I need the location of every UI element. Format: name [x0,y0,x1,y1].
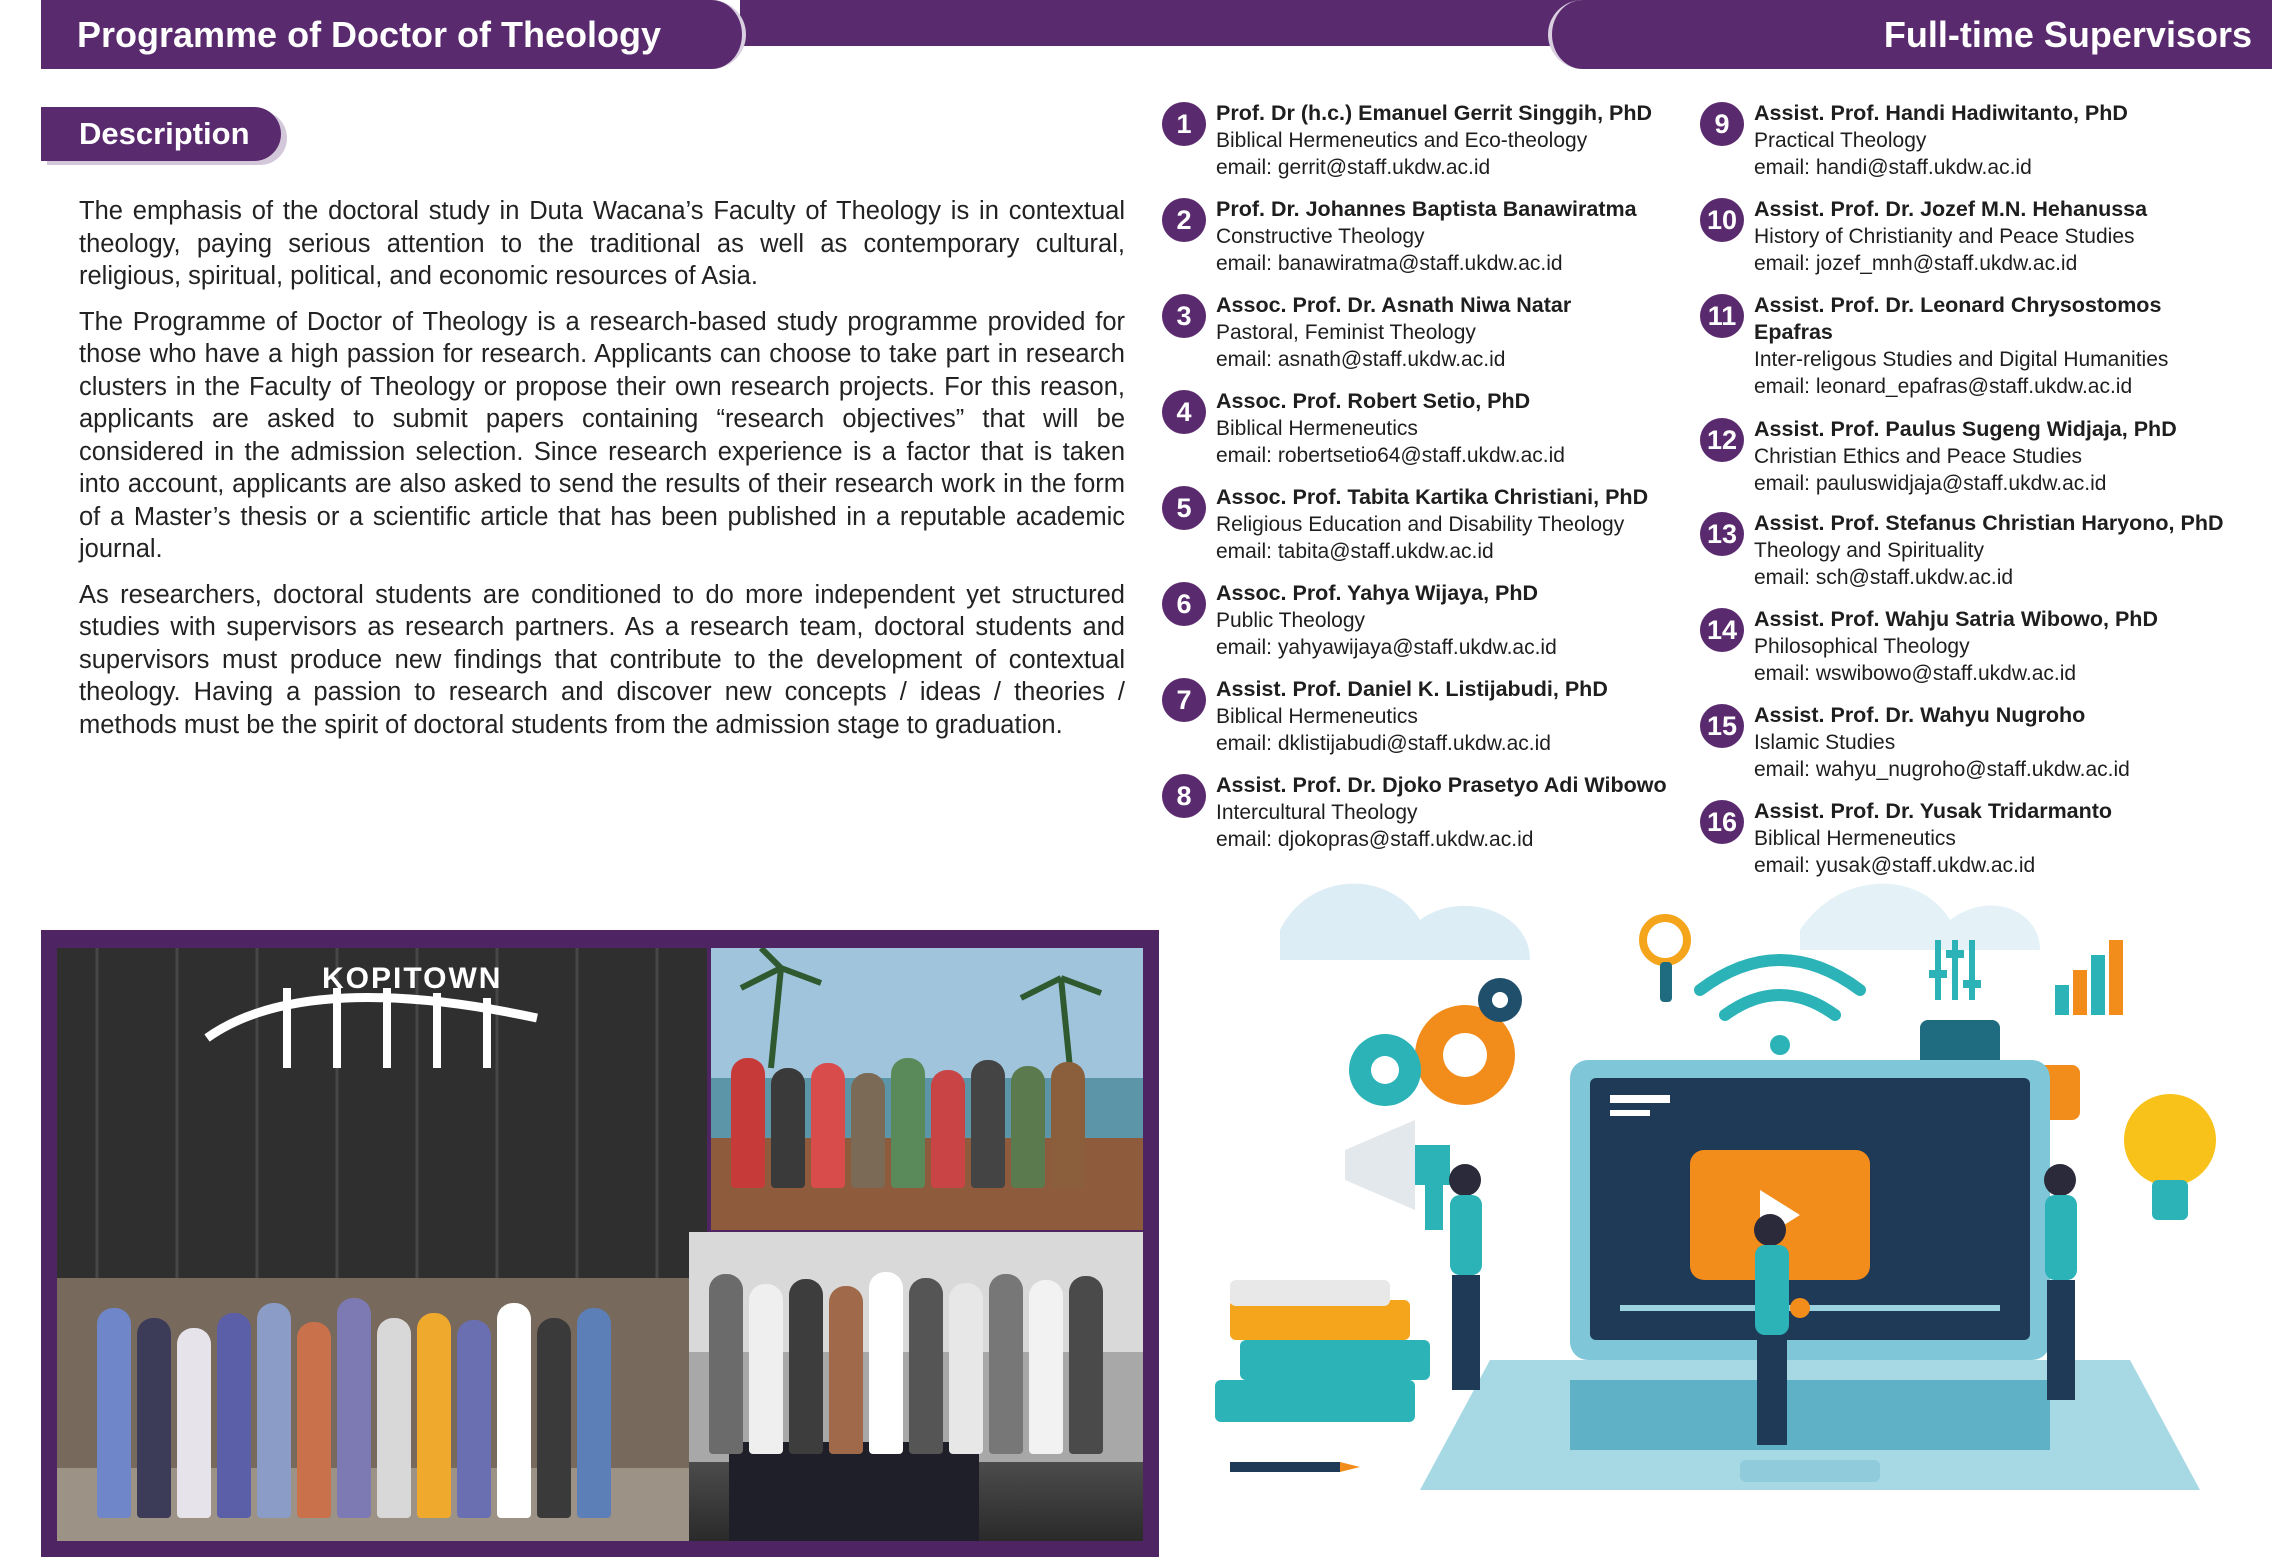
supervisor-email[interactable]: email: jozef_mnh@staff.ukdw.ac.id [1754,252,2078,275]
person-figure [1754,1214,1789,1445]
header-bar [740,0,1580,46]
group-photo-meeting-room [689,1232,1143,1541]
supervisor-email[interactable]: email: tabita@staff.ukdw.ac.id [1216,540,1494,563]
supervisor-number: 1 [1162,102,1206,146]
supervisor-number: 3 [1162,294,1206,338]
supervisor-number: 14 [1700,608,1744,652]
supervisor-name: Prof. Dr. Johannes Baptista Banawiratma [1216,197,1637,221]
section-title-supervisors: Full-time Supervisors [1548,0,2272,69]
supervisor-email[interactable]: email: pauluswidjaja@staff.ukdw.ac.id [1754,472,2107,495]
supervisor-number: 10 [1700,198,1744,242]
photo-collage [41,930,1159,1557]
settings-sliders-icon [1929,940,1981,1000]
supervisor-name: Assist. Prof. Dr. Jozef M.N. Hehanussa [1754,197,2148,221]
supervisor-field: Islamic Studies [1754,731,1896,754]
supervisor-name: Assoc. Prof. Tabita Kartika Christiani, PhD [1216,485,1649,509]
supervisor-number: 15 [1700,704,1744,748]
supervisor-email[interactable]: email: gerrit@staff.ukdw.ac.id [1216,156,1491,179]
supervisor-field: Biblical Hermeneutics and Eco-theology [1216,129,1588,152]
supervisor-name: Assist. Prof. Handi Hadiwitanto, PhD [1754,101,2128,125]
supervisor-number: 11 [1700,294,1744,338]
gear-icon [1349,978,1522,1106]
group-photo-kopitown [57,948,707,1541]
supervisor-email[interactable]: email: dklistijabudi@staff.ukdw.ac.id [1216,732,1551,755]
supervisor-field: History of Christianity and Peace Studies [1754,225,2135,248]
supervisor-number: 16 [1700,800,1744,844]
people-group [709,1272,1103,1454]
supervisor-email[interactable]: email: banawiratma@staff.ukdw.ac.id [1216,252,1563,275]
supervisor-field: Pastoral, Feminist Theology [1216,321,1476,344]
supervisor-name: Assist. Prof. Wahju Satria Wibowo, PhD [1754,607,2158,631]
supervisor-field: Constructive Theology [1216,225,1425,248]
person-figure [2044,1164,2077,1400]
supervisor-email[interactable]: email: robertsetio64@staff.ukdw.ac.id [1216,444,1565,467]
supervisor-field: Intercultural Theology [1216,801,1418,824]
supervisor-field: Christian Ethics and Peace Studies [1754,445,2083,468]
supervisor-field: Religious Education and Disability Theology [1216,513,1625,536]
people-group [97,1298,611,1518]
supervisor-email[interactable]: email: yahyawijaya@staff.ukdw.ac.id [1216,636,1557,659]
supervisor-field: Biblical Hermeneutics [1216,417,1418,440]
supervisor-number: 12 [1700,418,1744,462]
supervisor-field: Biblical Hermeneutics [1754,827,1956,850]
wifi-icon [1700,960,1860,1055]
supervisor-name: Assoc. Prof. Dr. Asnath Niwa Natar [1216,293,1572,317]
supervisor-name: Assist. Prof. Paulus Sugeng Widjaja, PhD [1754,417,2177,441]
supervisor-name: Assist. Prof. Stefanus Christian Haryono, PhD [1754,511,2224,535]
cloud-icon [1280,884,1530,960]
pencil-icon [1230,1462,1360,1472]
supervisor-field: Theology and Spirituality [1754,539,1984,562]
magnifier-icon [1643,918,1687,1002]
kopitown-sign: KOPITOWN [322,962,503,995]
supervisor-email[interactable]: email: wahyu_nugroho@staff.ukdw.ac.id [1754,758,2130,781]
supervisor-number: 13 [1700,512,1744,556]
supervisor-field: Public Theology [1216,609,1366,632]
supervisor-number: 4 [1162,390,1206,434]
supervisor-name: Assoc. Prof. Robert Setio, PhD [1216,389,1531,413]
group-photo-beach-mural [711,948,1143,1230]
description-text [79,195,1125,754]
supervisor-email[interactable]: email: djokopras@staff.ukdw.ac.id [1216,828,1534,851]
supervisor-field: Biblical Hermeneutics [1216,705,1418,728]
supervisor-email[interactable]: email: asnath@staff.ukdw.ac.id [1216,348,1506,371]
description-paragraph: As researchers, doctoral students are conditioned to do more independent yet structured studies with supervisors as research partners. As a research team, doctoral students and supervisors must produce new findings that contribute to the development of contextual theology. Having a passion to research and discover new concepts / ideas / theories / methods must be the spirit of doctoral students from the admission stage to graduation. [79,580,1125,739]
supervisor-name: Assist. Prof. Dr. Leonard Chrysostomos [1754,293,2162,317]
description-paragraph: The emphasis of the doctoral study in Duta Wacana’s Faculty of Theology is in contextual theology, paying serious attention to the traditional as well as contemporary cultural, religious, spiritual, political, and economic resources of Asia. [79,197,1125,290]
supervisor-email[interactable]: email: leonard_epafras@staff.ukdw.ac.id [1754,375,2133,398]
person-figure [1449,1164,1482,1390]
supervisor-number: 2 [1162,198,1206,242]
people-group [731,1058,1085,1188]
laptop-icon [1420,1060,2200,1490]
supervisor-name: Assist. Prof. Daniel K. Listijabudi, PhD [1216,677,1608,701]
description-label: Description [41,107,281,161]
supervisor-name: Assist. Prof. Dr. Djoko Prasetyo Adi Wibowo [1216,773,1667,797]
supervisor-number: 9 [1700,102,1744,146]
megaphone-icon [1345,1120,1450,1230]
supervisor-email[interactable]: email: handi@staff.ukdw.ac.id [1754,156,2032,179]
supervisor-name: Assist. Prof. Dr. Wahyu Nugroho [1754,703,2086,727]
supervisor-email[interactable]: email: wswibowo@staff.ukdw.ac.id [1754,662,2077,685]
supervisor-number: 8 [1162,774,1206,818]
supervisor-name: Prof. Dr (h.c.) Emanuel Gerrit Singgih, PhD [1216,101,1653,125]
supervisor-email[interactable]: email: yusak@staff.ukdw.ac.id [1754,854,2036,877]
supervisor-field: Practical Theology [1754,129,1927,152]
bar-chart-icon [2055,940,2123,1015]
supervisor-name: Assoc. Prof. Yahya Wijaya, PhD [1216,581,1539,605]
supervisor-number: 6 [1162,582,1206,626]
online-learning-illustration [1200,850,2250,1550]
supervisor-field: Philosophical Theology [1754,635,1970,658]
supervisor-field: Inter-religous Studies and Digital Humanities [1754,348,2169,371]
page-title: Programme of Doctor of Theology [41,0,746,69]
description-paragraph: The Programme of Doctor of Theology is a research-based study programme provided for those who have a high passion for research. Applicants can choose to take part in research clusters in the Faculty of Theology or propose their own research projects. For this reason, applicants are asked to submit papers containing “research objectives” that will be considered in the admission selection. Since research experience is a factor that is taken into account, applicants are also asked to send the results of their research work in the form of a Master’s thesis or a scientific article that has been published in a reputable academic journal. [79,307,1125,563]
supervisor-name-continued: Epafras [1754,320,1833,344]
supervisor-number: 5 [1162,486,1206,530]
supervisor-name: Assist. Prof. Dr. Yusak Tridarmanto [1754,799,2113,823]
lightbulb-icon [2124,1094,2216,1220]
books-icon [1215,1280,1430,1422]
supervisor-number: 7 [1162,678,1206,722]
cloud-icon [1800,884,2040,950]
supervisor-email[interactable]: email: sch@staff.ukdw.ac.id [1754,566,2014,589]
